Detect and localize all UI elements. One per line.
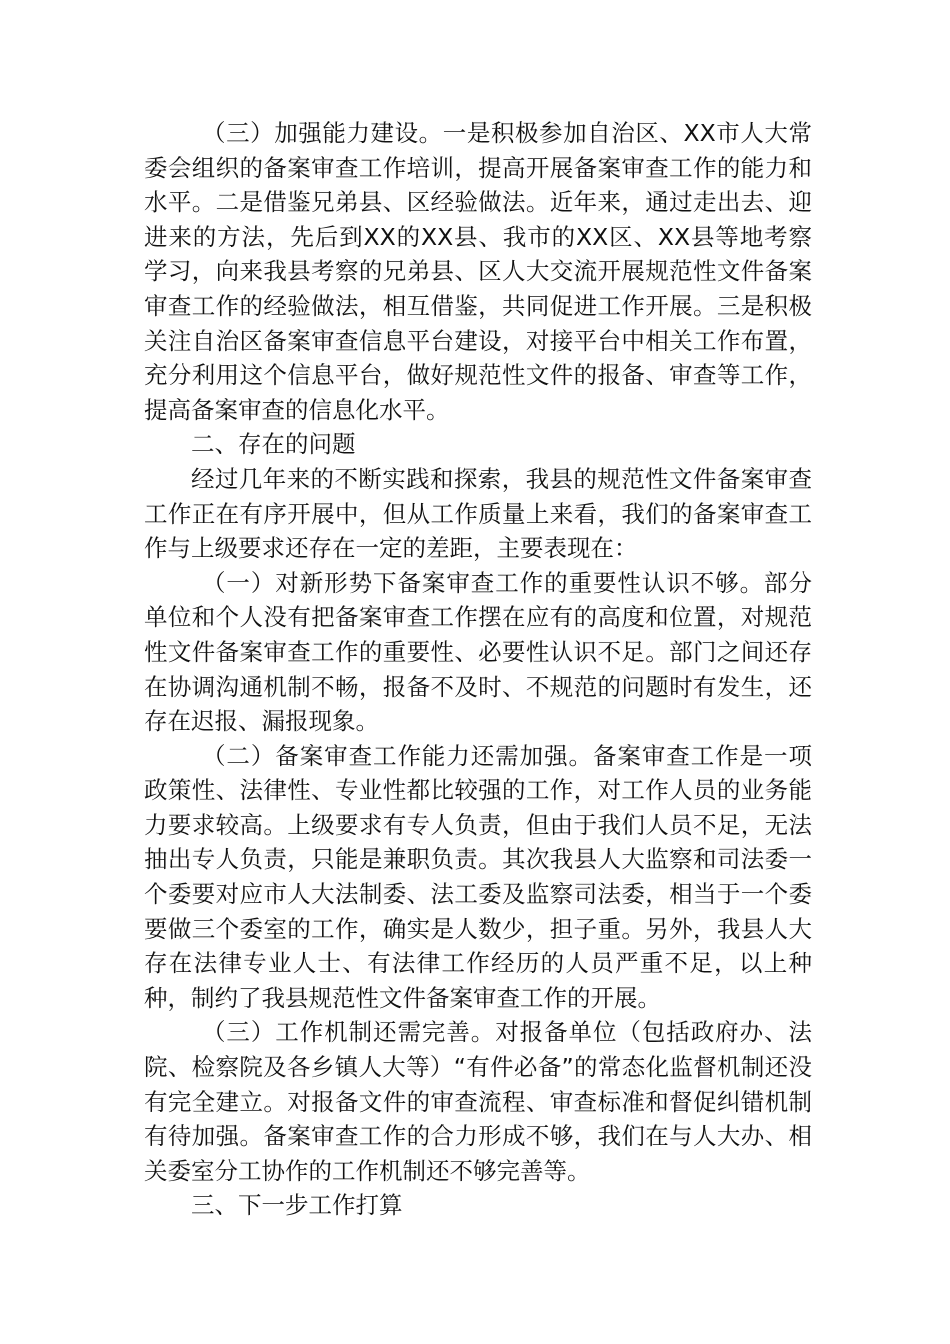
section-heading-next-steps: 三、下一步工作打算 <box>191 1191 403 1220</box>
paragraph-problem-mechanism: （三）工作机制还需完善。对报备单位（包括政府办、法院、检察院及各乡镇人大等）“有件必备”的常态化监督机制还没有完全建立。对报备文件的审查流程、审查标准和督促纠错机制有待加强。备案审查工作的合力形成不够，我们在与人大办、相关委室分工协作的工作机制还不够完善等。 <box>144 1018 812 1185</box>
paragraph-capacity-building: （三）加强能力建设。一是积极参加自治区、XX市人大常委会组织的备案审查工作培训，提高开展备案审查工作的能力和水平。二是借鉴兄弟县、区经验做法。近年来，通过走出去、迎进来的方法，先后到XX的XX县、我市的XX区、XX县等地考察学习，向来我县考察的兄弟县、区人大交流开展规范性文件备案审查工作的经验做法，相互借鉴，共同促进工作开展。三是积极关注自治区备案审查信息平台建设，对接平台中相关工作布置，充分利用这个信息平台，做好规范性文件的报备、审查等工作，提高备案审查的信息化水平。 <box>144 119 812 424</box>
paragraph-problems-intro: 经过几年来的不断实践和探索，我县的规范性文件备案审查工作正在有序开展中，但从工作质量上来看，我们的备案审查工作与上级要求还存在一定的差距，主要表现在： <box>144 464 812 563</box>
section-heading-existing-problems: 二、存在的问题 <box>191 430 356 459</box>
document-body <box>144 116 812 1223</box>
paragraph-problem-awareness: （一）对新形势下备案审查工作的重要性认识不够。部分单位和个人没有把备案审查工作摆在应有的高度和位置，对规范性文件备案审查工作的重要性、必要性认识不足。部门之间还存在协调沟通机制不畅，报备不及时、不规范的问题时有发生，还存在迟报、漏报现象。 <box>144 568 812 736</box>
paragraph-problem-capacity: （二）备案审查工作能力还需加强。备案审查工作是一项政策性、法律性、专业性都比较强的工作，对工作人员的业务能力要求较高。上级要求有专人负责，但由于我们人员不足，无法抽出专人负责，只能是兼职负责。其次我县人大监察和司法委一个委要对应市人大法制委、法工委及监察司法委，相当于一个委要做三个委室的工作，确实是人数少，担子重。另外，我县人大存在法律专业人士、有法律工作经历的人员严重不足，以上种种，制约了我县规范性文件备案审查工作的开展。 <box>144 741 812 1012</box>
